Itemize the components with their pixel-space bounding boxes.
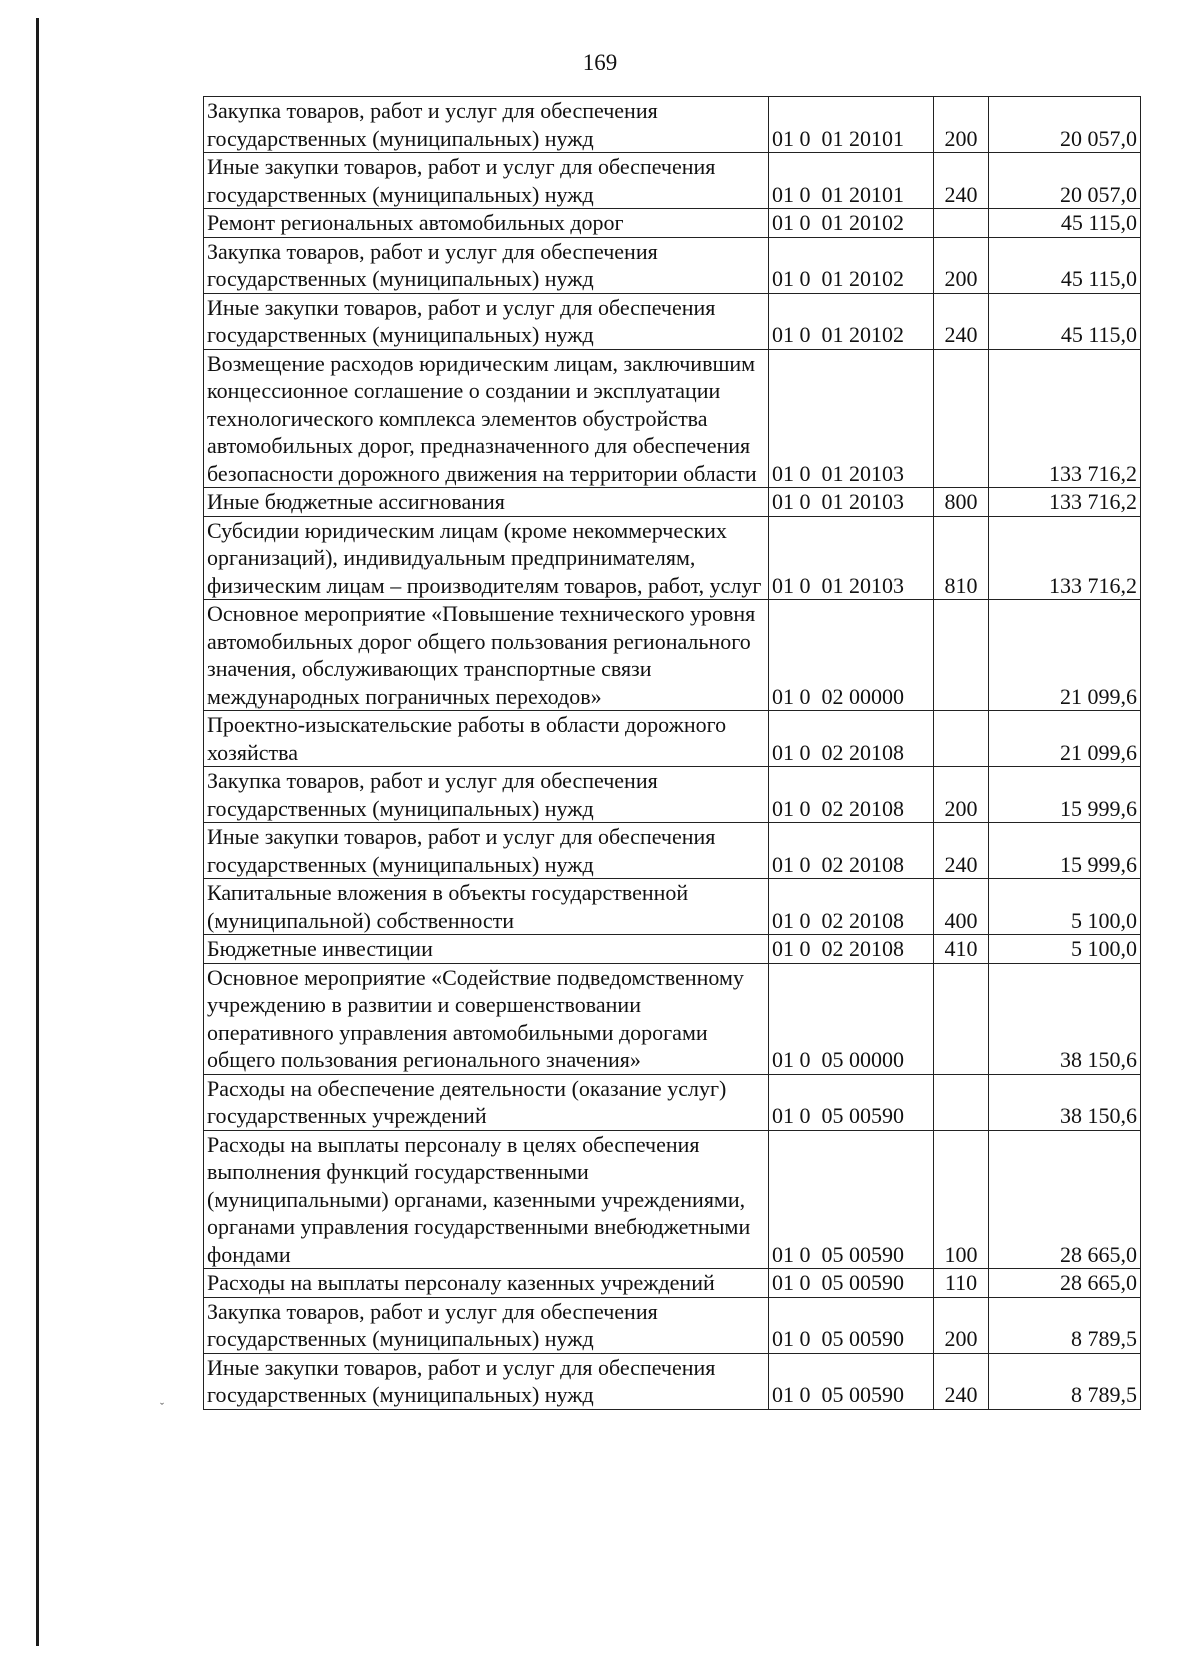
row-amount: 133 716,2 [989, 349, 1141, 488]
row-amount: 21 099,6 [989, 711, 1141, 767]
table-row [204, 767, 1141, 823]
row-expense-type: 200 [934, 1297, 989, 1353]
row-target-code: 01 0 05 00000 [769, 963, 934, 1074]
page-number: 169 [582, 50, 618, 75]
row-description: Ремонт региональных автомобильных дорог [204, 209, 769, 238]
row-expense-type: 810 [934, 516, 989, 600]
row-target-code: 01 0 02 20108 [769, 823, 934, 879]
row-description: Расходы на выплаты персоналу казенных учреждений [204, 1269, 769, 1298]
row-expense-type: 200 [934, 97, 989, 153]
row-amount: 45 115,0 [989, 237, 1141, 293]
scan-artifact: ˇ [160, 1400, 164, 1414]
row-target-code: 01 0 02 00000 [769, 600, 934, 711]
row-amount: 20 057,0 [989, 97, 1141, 153]
row-expense-type [934, 600, 989, 711]
row-target-code: 01 0 02 20108 [769, 879, 934, 935]
row-expense-type [934, 349, 989, 488]
row-amount: 28 665,0 [989, 1269, 1141, 1298]
row-target-code: 01 0 01 20103 [769, 349, 934, 488]
table-row [204, 711, 1141, 767]
row-target-code: 01 0 01 20103 [769, 488, 934, 517]
row-amount: 38 150,6 [989, 963, 1141, 1074]
row-description: Капитальные вложения в объекты государственной (муниципальной) собственности [204, 879, 769, 935]
table-row [204, 349, 1141, 488]
row-description: Закупка товаров, работ и услуг для обеспечения государственных (муниципальных) нужд [204, 97, 769, 153]
row-description: Закупка товаров, работ и услуг для обеспечения государственных (муниципальных) нужд [204, 767, 769, 823]
row-expense-type: 200 [934, 237, 989, 293]
row-description: Бюджетные инвестиции [204, 935, 769, 964]
row-expense-type [934, 1074, 989, 1130]
row-target-code: 01 0 05 00590 [769, 1297, 934, 1353]
row-amount: 20 057,0 [989, 153, 1141, 209]
row-description: Возмещение расходов юридическим лицам, заключившим концессионное соглашение о создании и эксплуатации технологического комплекса элементов обустройства автомобильных дорог, предназначенного для обеспечения безопасности дорожного движения на территории области [204, 349, 769, 488]
table-row [204, 1074, 1141, 1130]
row-expense-type: 240 [934, 293, 989, 349]
table-row [204, 600, 1141, 711]
budget-table [203, 96, 1141, 1410]
row-expense-type [934, 209, 989, 238]
table-row [204, 488, 1141, 517]
row-target-code: 01 0 01 20102 [769, 237, 934, 293]
row-target-code: 01 0 02 20108 [769, 935, 934, 964]
row-target-code: 01 0 02 20108 [769, 711, 934, 767]
table-row [204, 516, 1141, 600]
row-expense-type: 410 [934, 935, 989, 964]
table-row [204, 935, 1141, 964]
row-description: Иные закупки товаров, работ и услуг для обеспечения государственных (муниципальных) нужд [204, 1353, 769, 1409]
row-target-code: 01 0 05 00590 [769, 1130, 934, 1269]
table-row [204, 97, 1141, 153]
row-description: Иные закупки товаров, работ и услуг для обеспечения государственных (муниципальных) нужд [204, 153, 769, 209]
row-amount: 133 716,2 [989, 516, 1141, 600]
table-row [204, 209, 1141, 238]
row-amount: 21 099,6 [989, 600, 1141, 711]
row-target-code: 01 0 05 00590 [769, 1353, 934, 1409]
row-description: Основное мероприятие «Содействие подведомственному учреждению в развитии и совершенствовании оперативного управления автомобильными дорогами общего пользования регионального значения» [204, 963, 769, 1074]
row-expense-type: 240 [934, 1353, 989, 1409]
row-amount: 8 789,5 [989, 1353, 1141, 1409]
budget-table-body [204, 97, 1141, 1410]
row-description: Иные бюджетные ассигнования [204, 488, 769, 517]
row-description: Иные закупки товаров, работ и услуг для обеспечения государственных (муниципальных) нужд [204, 823, 769, 879]
row-amount: 5 100,0 [989, 935, 1141, 964]
row-description: Субсидии юридическим лицам (кроме некоммерческих организаций), индивидуальным предпринимателям, физическим лицам – производителям товаров, работ, услуг [204, 516, 769, 600]
row-amount: 45 115,0 [989, 293, 1141, 349]
table-row [204, 153, 1141, 209]
row-target-code: 01 0 05 00590 [769, 1074, 934, 1130]
row-amount: 8 789,5 [989, 1297, 1141, 1353]
row-expense-type [934, 711, 989, 767]
row-target-code: 01 0 01 20102 [769, 293, 934, 349]
row-description: Закупка товаров, работ и услуг для обеспечения государственных (муниципальных) нужд [204, 237, 769, 293]
row-description: Расходы на обеспечение деятельности (оказание услуг) государственных учреждений [204, 1074, 769, 1130]
row-target-code: 01 0 01 20103 [769, 516, 934, 600]
row-amount: 28 665,0 [989, 1130, 1141, 1269]
row-description: Основное мероприятие «Повышение технического уровня автомобильных дорог общего пользования регионального значения, обслуживающих транспортные связи международных пограничных переходов» [204, 600, 769, 711]
row-amount: 133 716,2 [989, 488, 1141, 517]
row-description: Иные закупки товаров, работ и услуг для обеспечения государственных (муниципальных) нужд [204, 293, 769, 349]
table-row [204, 1130, 1141, 1269]
row-amount: 38 150,6 [989, 1074, 1141, 1130]
table-row [204, 293, 1141, 349]
row-expense-type: 400 [934, 879, 989, 935]
table-row [204, 1297, 1141, 1353]
row-target-code: 01 0 05 00590 [769, 1269, 934, 1298]
row-expense-type: 200 [934, 767, 989, 823]
table-row [204, 1269, 1141, 1298]
table-row [204, 1353, 1141, 1409]
row-expense-type [934, 963, 989, 1074]
row-target-code: 01 0 01 20101 [769, 97, 934, 153]
row-target-code: 01 0 01 20102 [769, 209, 934, 238]
row-target-code: 01 0 02 20108 [769, 767, 934, 823]
row-amount: 5 100,0 [989, 879, 1141, 935]
binding-line [36, 18, 39, 1646]
table-row [204, 963, 1141, 1074]
row-expense-type: 240 [934, 153, 989, 209]
row-description: Закупка товаров, работ и услуг для обеспечения государственных (муниципальных) нужд [204, 1297, 769, 1353]
table-row [204, 823, 1141, 879]
row-amount: 15 999,6 [989, 767, 1141, 823]
row-expense-type: 110 [934, 1269, 989, 1298]
row-description: Проектно-изыскательские работы в области дорожного хозяйства [204, 711, 769, 767]
row-expense-type: 100 [934, 1130, 989, 1269]
row-expense-type: 240 [934, 823, 989, 879]
row-amount: 45 115,0 [989, 209, 1141, 238]
table-row [204, 237, 1141, 293]
row-expense-type: 800 [934, 488, 989, 517]
row-description: Расходы на выплаты персоналу в целях обеспечения выполнения функций государственными (муниципальными) органами, казенными учреждениями, органами управления государственными внебюджетными фондами [204, 1130, 769, 1269]
row-target-code: 01 0 01 20101 [769, 153, 934, 209]
table-row [204, 879, 1141, 935]
row-amount: 15 999,6 [989, 823, 1141, 879]
